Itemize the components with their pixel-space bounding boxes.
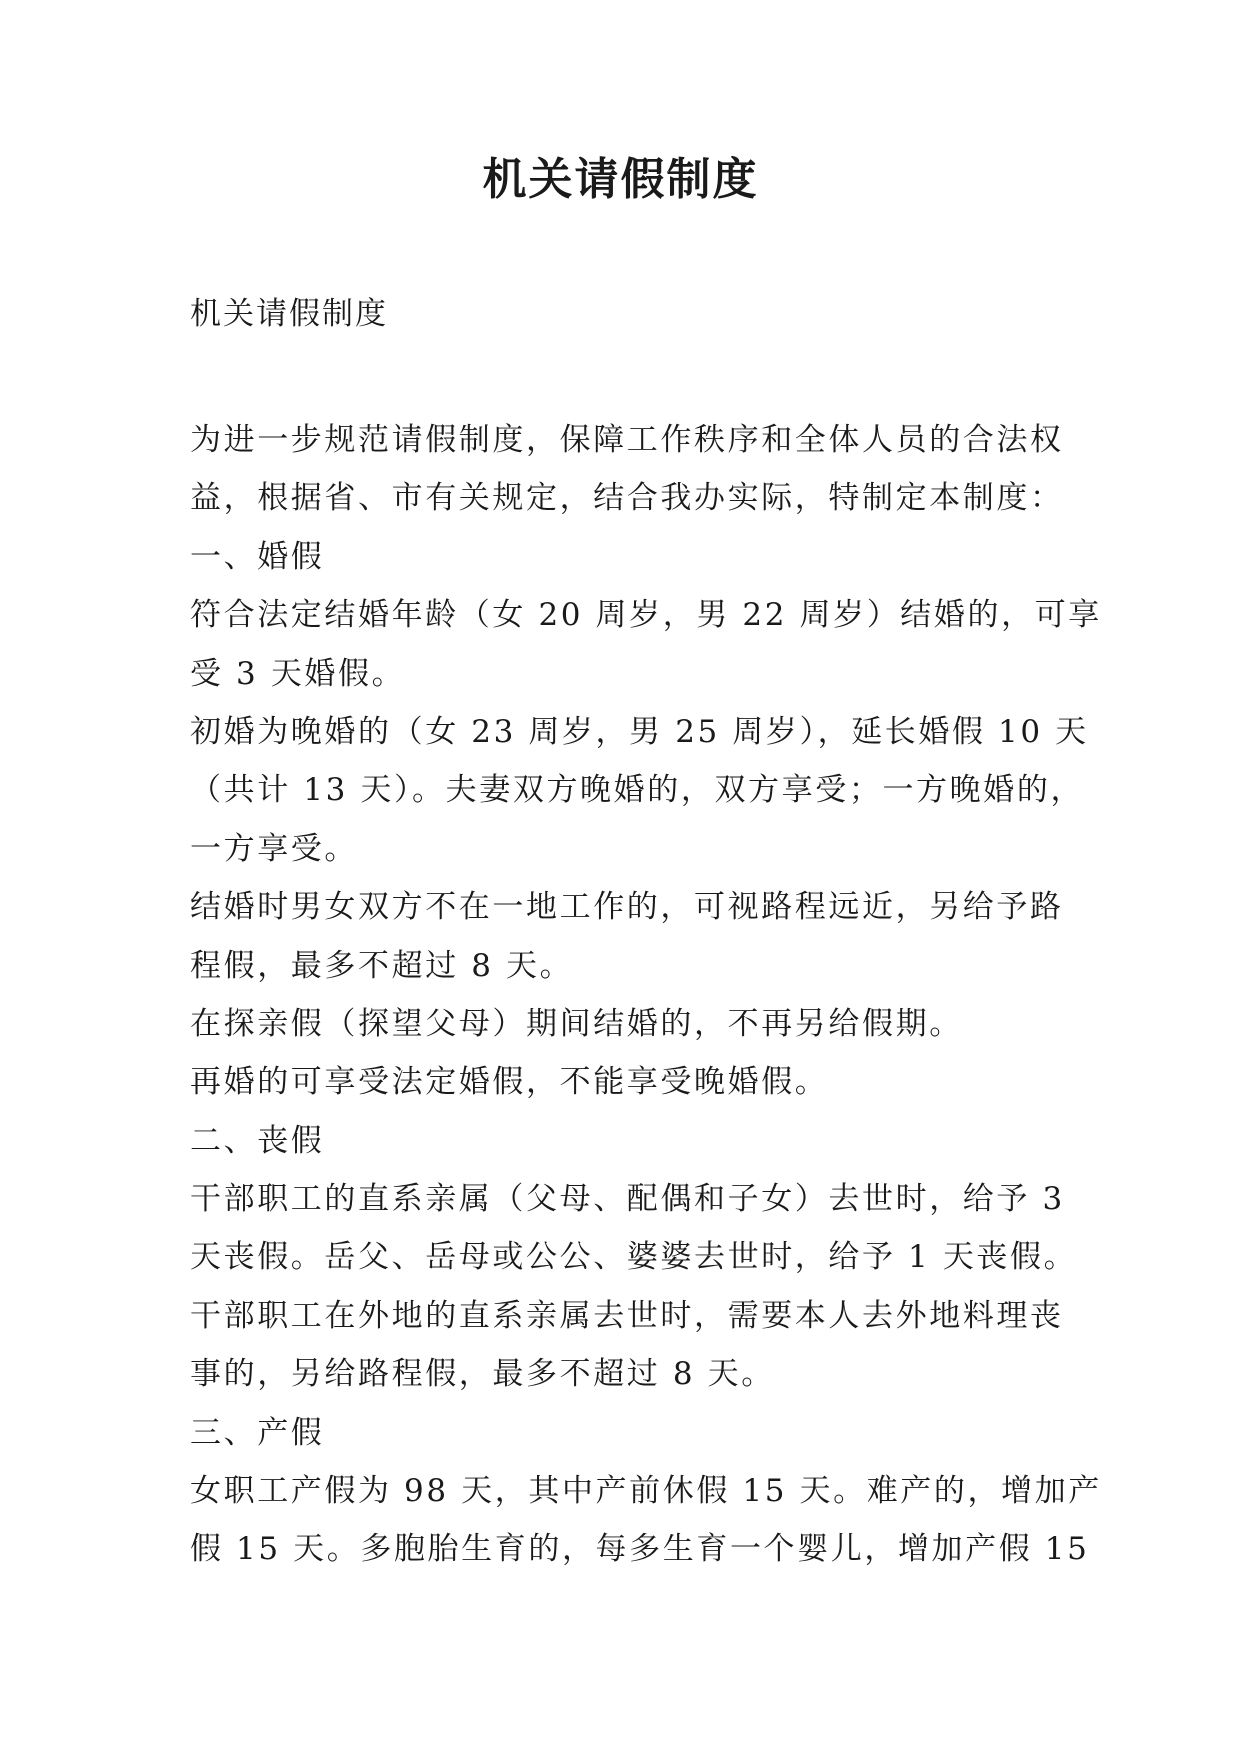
body-line: 为进一步规范请假制度，保障工作秩序和全体人员的合法权 (190, 422, 1064, 458)
body-line: 事的，另给路程假，最多不超过 8 天。 (190, 1356, 775, 1393)
section-heading-marriage-leave: 一、婚假 (190, 538, 325, 575)
body-line: 受 3 天婚假。 (190, 655, 406, 692)
body-line: 女职工产假为 98 天，其中产前休假 15 天。难产的，增加产 (190, 1473, 1102, 1510)
body-line: 干部职工的直系亲属（父母、配偶和子女）去世时，给予 3 (190, 1181, 1065, 1218)
body-line: 程假，最多不超过 8 天。 (190, 947, 574, 984)
document-title: 机关请假制度 (482, 154, 759, 205)
body-line: 一方享受。 (190, 830, 358, 867)
body-line: 在探亲假（探望父母）期间结婚的，不再另给假期。 (190, 1005, 963, 1042)
document-subtitle: 机关请假制度 (190, 296, 388, 332)
body-line: 益，根据省、市有关规定，结合我办实际，特制定本制度： (190, 480, 1064, 517)
body-line: 干部职工在外地的直系亲属去世时，需要本人去外地料理丧 (190, 1297, 1064, 1334)
section-heading-maternity-leave: 三、产假 (190, 1414, 325, 1451)
body-line: 再婚的可享受法定婚假，不能享受晚婚假。 (190, 1064, 829, 1101)
body-line: 符合法定结婚年龄（女 20 周岁，男 22 周岁）结婚的，可享 (190, 597, 1102, 634)
body-line: 假 15 天。多胞胎生育的，每多生育一个婴儿，增加产假 15 (190, 1531, 1090, 1568)
body-line: 天丧假。岳父、岳母或公公、婆婆去世时，给予 1 天丧假。 (190, 1239, 1078, 1276)
body-line: 结婚时男女双方不在一地工作的，可视路程远近，另给予路 (190, 889, 1064, 926)
body-line: （共计 13 天）。夫妻双方晚婚的，双方享受；一方晚婚的， (190, 772, 1085, 809)
body-line: 初婚为晚婚的（女 23 周岁，男 25 周岁），延长婚假 10 天 (190, 713, 1089, 750)
section-heading-bereavement-leave: 二、丧假 (190, 1122, 325, 1159)
document-body (190, 411, 1102, 1579)
